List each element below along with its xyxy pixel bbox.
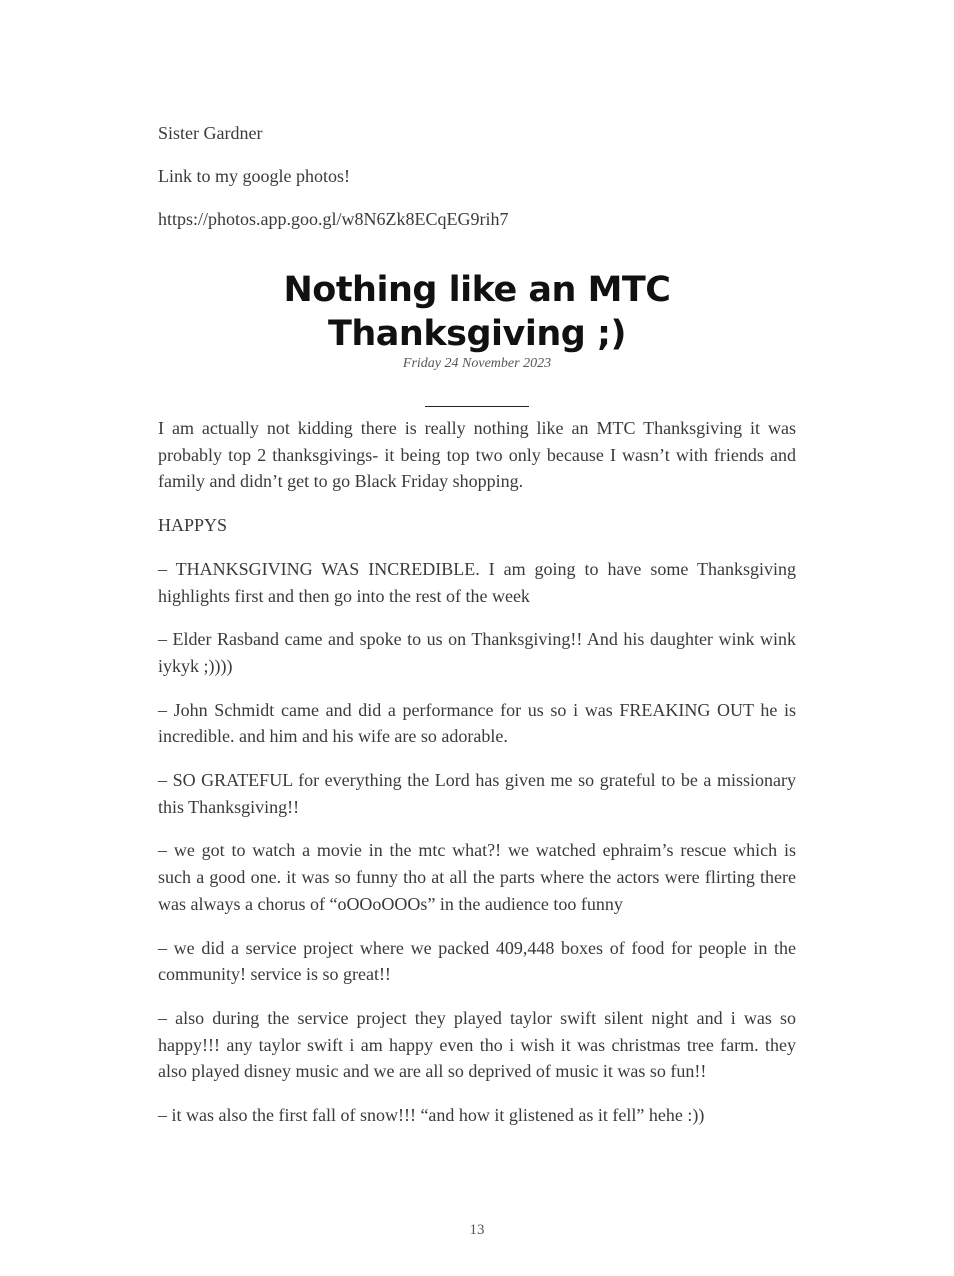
paragraph: – we did a service project where we packed 409,448 boxes of food for people in the community! service is so great!! xyxy=(158,937,796,985)
paragraph: HAPPYS xyxy=(158,515,228,536)
photos-link-url[interactable]: https://photos.app.goo.gl/w8N6Zk8ECqEG9rih7 xyxy=(158,209,509,229)
paragraph: – we got to watch a movie in the mtc what?! we watched ephraim’s rescue which is such a good one. it was so funny tho at all the parts where the actors were flirting there was always a chorus of “oOOoOOOs” in the audience too funny xyxy=(158,840,796,914)
title-divider xyxy=(425,406,529,407)
paragraph: – Elder Rasband came and spoke to us on Thanksgiving!! And his daughter wink wink iykyk ;)))) xyxy=(158,629,796,676)
paragraph: – also during the service project they played taylor swift silent night and i was so happy!!! any taylor swift i am happy even tho i wish it was christmas tree farm. they also played disney music and we are all so deprived of music it was so fun!! xyxy=(158,1007,796,1082)
paragraph: I am actually not kidding there is really nothing like an MTC Thanksgiving it was probably top 2 thanksgivings- it being top two only because I wasn’t with friends and family and didn’t get to go Black Friday shopping. xyxy=(158,418,796,492)
post-body xyxy=(158,415,796,1129)
paragraph: – SO GRATEFUL for everything the Lord has given me so grateful to be a missionary this Thanksgiving!! xyxy=(158,770,796,817)
page-number: 13 xyxy=(469,1222,485,1238)
post-header xyxy=(158,268,796,407)
paragraph: – it was also the first fall of snow!!! “and how it glistened as it fell” hehe :)) xyxy=(158,1105,705,1126)
paragraph: – THANKSGIVING WAS INCREDIBLE. I am going to have some Thanksgiving highlights first and then go into the rest of the week xyxy=(158,558,796,606)
paragraph: – John Schmidt came and did a performance for us so i was FREAKING OUT he is incredible. and him and his wife are so adorable. xyxy=(158,699,796,747)
post-date: Friday 24 November 2023 xyxy=(402,356,552,371)
photos-link-label: Link to my google photos! xyxy=(158,166,350,186)
post-title: Nothing like an MTC Thanksgiving ;) xyxy=(283,270,671,354)
page-content xyxy=(158,120,796,1146)
signature: Sister Gardner xyxy=(158,123,263,143)
